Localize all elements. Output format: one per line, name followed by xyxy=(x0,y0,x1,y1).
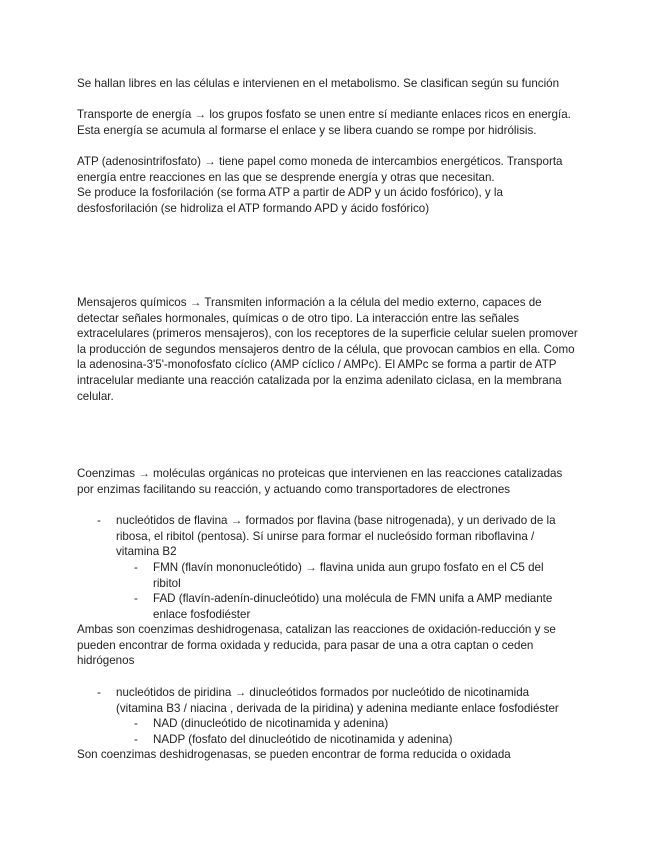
pyridine-nucleotides-item: nucleótidos de piridina → dinucleótidos formados por nucleótido de nicotinamida (vitamina B3 / niacina , derivada de la piridina) y adenina mediante enlace fosfodiéster xyxy=(116,686,559,715)
list-bullet: - xyxy=(134,592,138,605)
list-bullet: - xyxy=(134,733,138,746)
intro-paragraph: Se hallan libres en las células e intervienen en el metabolismo. Se clasifican según su función xyxy=(77,77,560,90)
phosphorylation-paragraph: Se produce la fosforilación (se forma ATP a partir de ADP y un ácido fosfórico), y la desfosforilación (se hidroliza el ATP formando APD y ácido fosfórico) xyxy=(77,186,503,215)
list-bullet: - xyxy=(134,561,138,574)
chemical-messengers-paragraph: Mensajeros químicos → Transmiten información a la célula del medio externo, capaces de detectar señales hormonales, químicas o de otro tipo. La interacción entre las señales extracelulares (primeros mensajeros), con los receptores de la superficie celular suelen promover la producción de segundos mensajeros dentro de la célula, que provocan cambios en ella. Como la adenosina-3'5'-monofosfato cíclico (AMP cíclico / AMPc). El AMPc se forma a partir de ATP intracelular mediante una reacción catalizada por la enzima adenilato ciclasa, en la membrana celular. xyxy=(77,296,578,403)
list-bullet: - xyxy=(97,686,101,699)
list-bullet: - xyxy=(134,717,138,730)
atp-paragraph: ATP (adenosintrifosfato) → tiene papel como moneda de intercambios energéticos. Transporta energía entre reacciones en las que se desprende energía y otras que necesitan. xyxy=(77,155,563,184)
coenzymes-intro-paragraph: Coenzimas → moléculas orgánicas no proteicas que intervienen en las reacciones catalizadas por enzimas facilitando su reacción, y actuando como transportadores de electrones xyxy=(77,467,563,496)
final-paragraph: Son coenzimas deshidrogenasas, se pueden encontrar de forma reducida o oxidada xyxy=(77,748,511,761)
energy-transport-paragraph: Transporte de energía → los grupos fosfato se unen entre sí mediante enlaces ricos en energía. Esta energía se acumula al formarse el enlace y se libera cuando se rompe por hidrólisis. xyxy=(77,108,571,137)
dehydrogenase-paragraph: Ambas son coenzimas deshidrogenasa, catalizan las reacciones de oxidación-reducción y se pueden encontrar de forma oxidada y reducida, para pasar de una a otra captan o ceden hidrógenos xyxy=(77,623,556,668)
flavin-nucleotides-item: nucleótidos de flavina → formados por flavina (base nitrogenada), y un derivado de la ribosa, el ribitol (pentosa). Sí unirse para formar el nucleósido forman riboflavina / vitamina B2 xyxy=(116,514,556,559)
list-bullet: - xyxy=(97,514,101,527)
fmn-item: FMN (flavín mononucleótido) → flavina unida aun grupo fosfato en el C5 del ribitol xyxy=(153,561,544,590)
fad-item: FAD (flavín-adenín-dinucleótido) una molécula de FMN unifa a AMP mediante enlace fosfodiéster xyxy=(153,592,553,621)
nad-item: NAD (dinucleótido de nicotinamida y adenina) xyxy=(153,717,389,730)
nadp-item: NADP (fosfato del dinucleótido de nicotinamida y adenina) xyxy=(153,733,453,746)
